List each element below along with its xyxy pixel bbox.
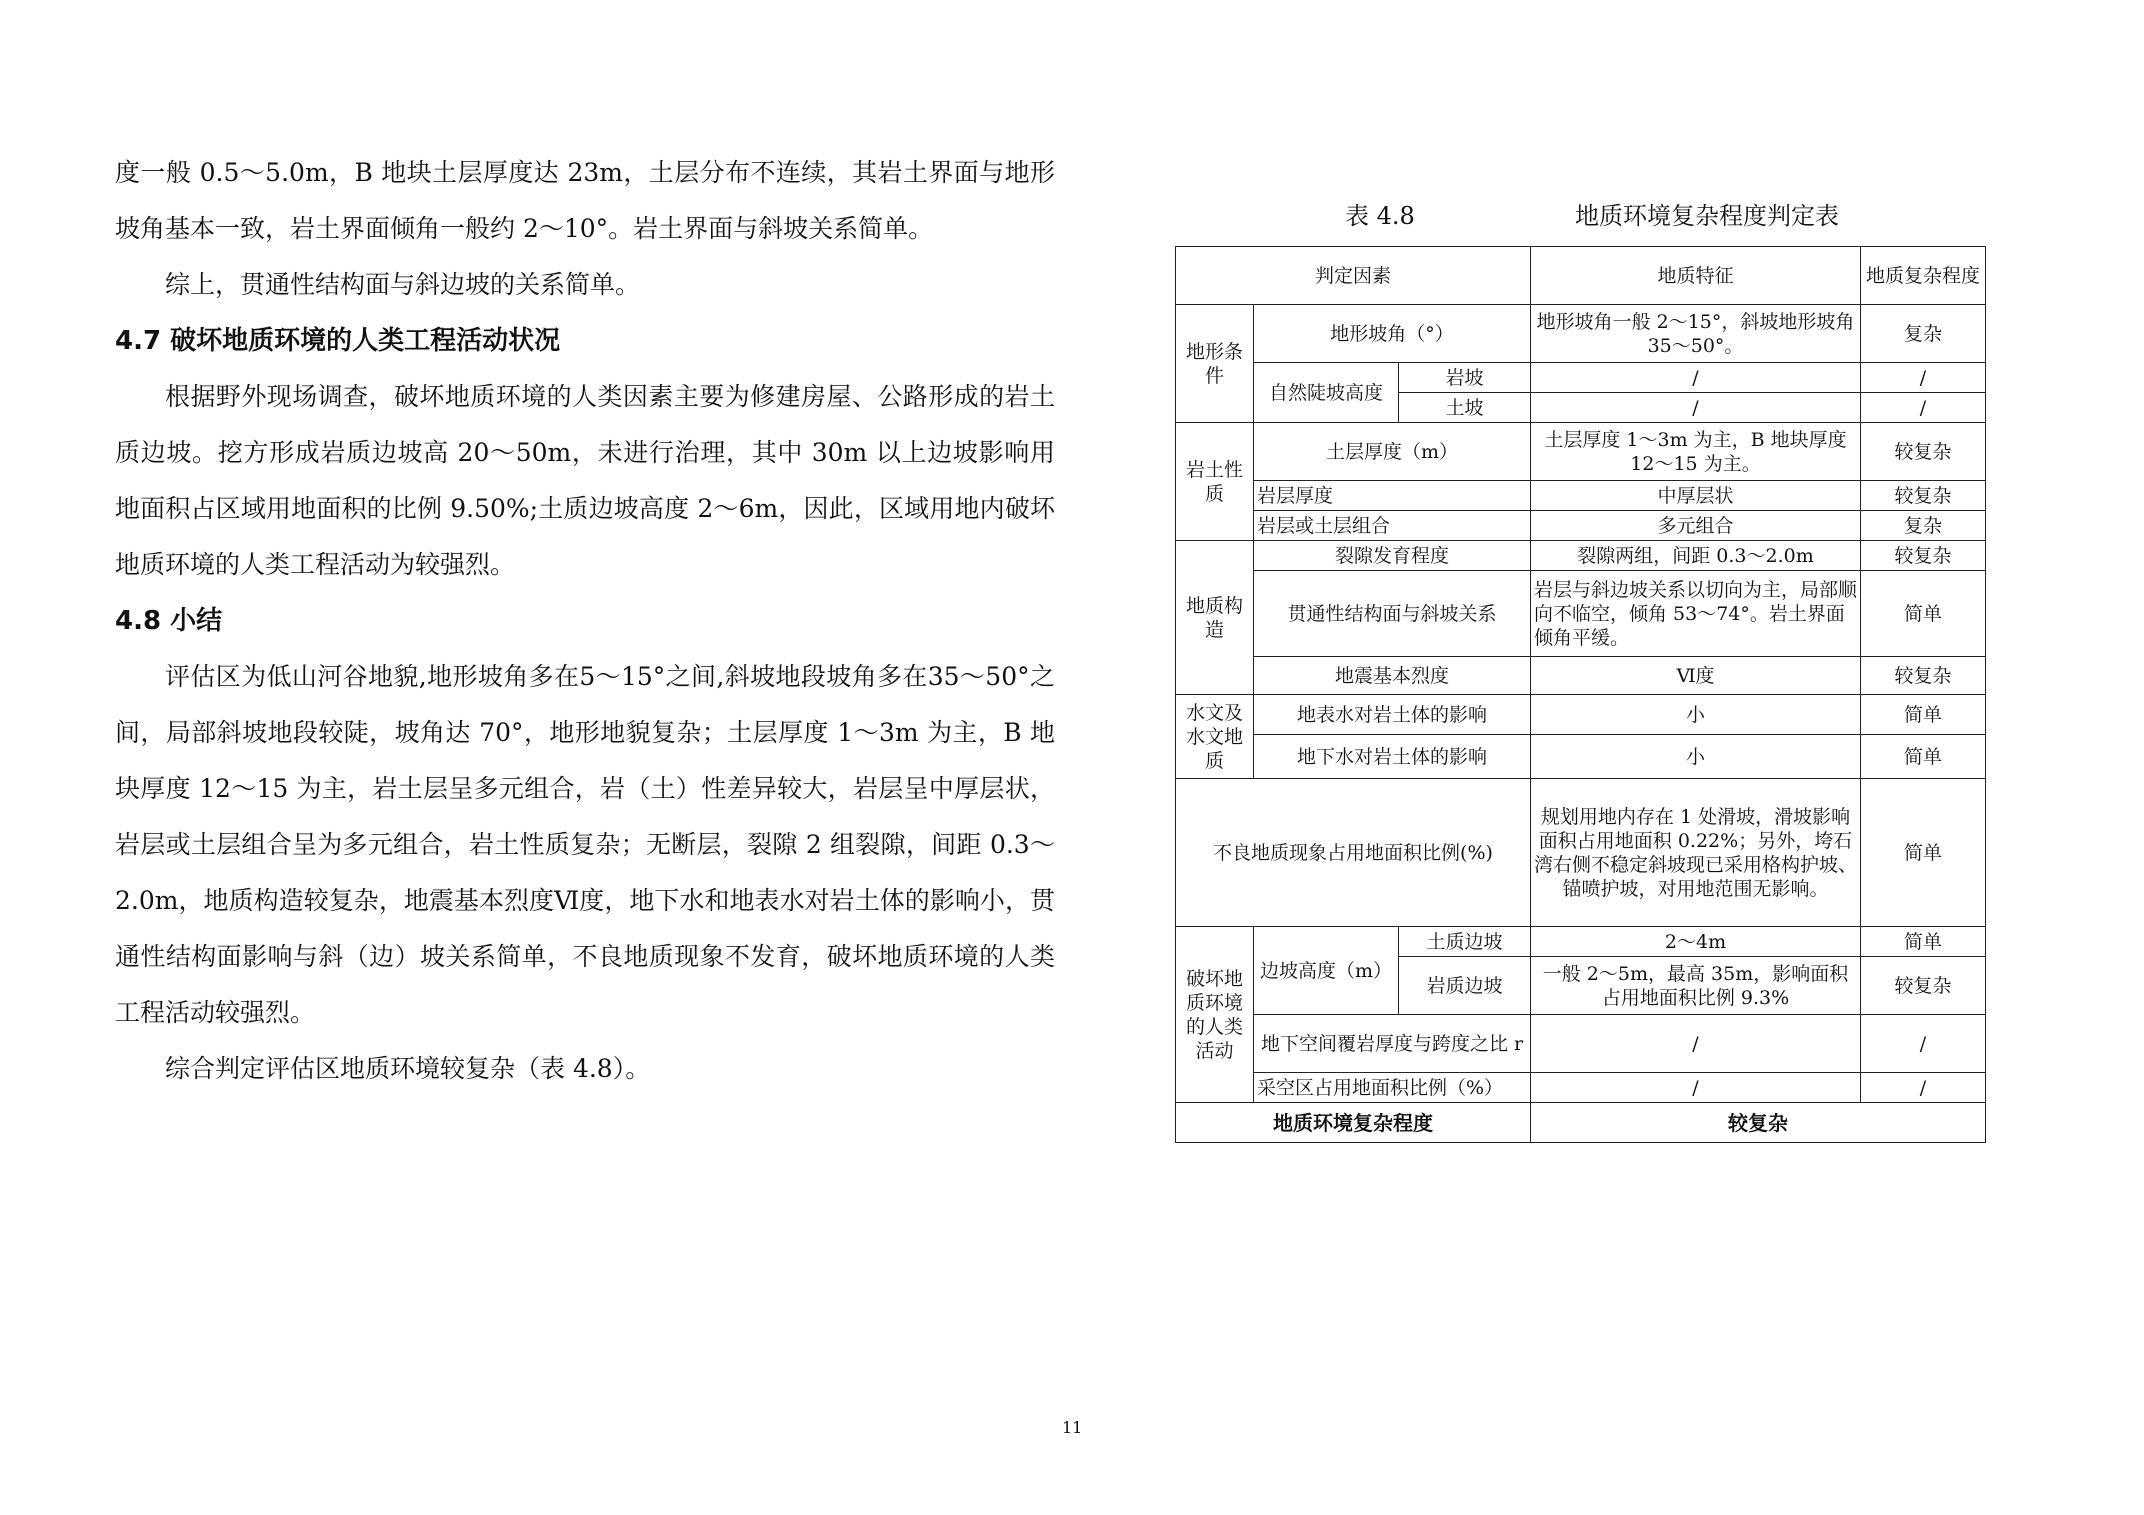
factor-cell: 土层厚度（m） (1254, 423, 1531, 481)
table-title: 地质环境复杂程度判定表 (1575, 202, 1839, 230)
page-number: 11 (1062, 1418, 1083, 1437)
level-cell: / (1861, 363, 1986, 393)
feature-cell: Ⅵ度 (1531, 657, 1861, 695)
feature-cell: 规划用地内存在 1 处滑坡，滑坡影响面积占用地面积 0.22%；另外，垮石湾右侧不稳定斜坡现已采用格构护坡、锚喷护坡，对用地范围无影响。 (1531, 779, 1861, 927)
table-row (1176, 363, 1986, 393)
level-cell: 简单 (1861, 927, 1986, 957)
factor-cell: 自然陡坡高度 (1254, 363, 1399, 423)
factor-cell: 不良地质现象占用地面积比例(%) (1176, 779, 1531, 927)
summary-value: 较复杂 (1531, 1103, 1986, 1143)
group-cell: 地形条件 (1176, 305, 1254, 423)
table-row (1176, 657, 1986, 695)
summary-label: 地质环境复杂程度 (1176, 1103, 1531, 1143)
subfactor-cell: 岩质边坡 (1399, 957, 1531, 1015)
table-row (1176, 1073, 1986, 1103)
level-cell: 简单 (1861, 779, 1986, 927)
table-row (1176, 511, 1986, 541)
feature-cell: / (1531, 393, 1861, 423)
factor-cell: 采空区占用地面积比例（%） (1254, 1073, 1531, 1103)
feature-cell: 中厚层状 (1531, 481, 1861, 511)
table-row (1176, 423, 1986, 481)
feature-cell: 2～4m (1531, 927, 1861, 957)
feature-cell: / (1531, 363, 1861, 393)
level-cell: 复杂 (1861, 511, 1986, 541)
table-row (1176, 571, 1986, 657)
section-heading: 4.7 破坏地质环境的人类工程活动状况 (115, 326, 561, 356)
level-cell: 简单 (1861, 735, 1986, 779)
level-cell: 较复杂 (1861, 423, 1986, 481)
complexity-table (1175, 246, 1986, 1143)
factor-cell: 地形坡角（°） (1254, 305, 1531, 363)
feature-cell: 岩层与斜边坡关系以切向为主，局部顺向不临空，倾角 53～74°。岩土界面倾角平缓。 (1531, 571, 1861, 657)
factor-cell: 岩层或土层组合 (1254, 511, 1531, 541)
factor-cell: 地震基本烈度 (1254, 657, 1531, 695)
factor-cell: 地下空间覆岩厚度与跨度之比 r (1254, 1015, 1531, 1073)
factor-cell: 地表水对岩土体的影响 (1254, 695, 1531, 735)
group-cell: 破坏地质环境的人类活动 (1176, 927, 1254, 1103)
header-cell: 判定因素 (1176, 247, 1531, 305)
factor-cell: 裂隙发育程度 (1254, 541, 1531, 571)
level-cell: 简单 (1861, 571, 1986, 657)
feature-cell: 地形坡角一般 2～15°，斜坡地形坡角 35～50°。 (1531, 305, 1861, 363)
table-header-row (1176, 247, 1986, 305)
feature-cell: / (1531, 1015, 1861, 1073)
feature-cell: 裂隙两组，间距 0.3～2.0m (1531, 541, 1861, 571)
level-cell: 简单 (1861, 695, 1986, 735)
group-cell: 地质构造 (1176, 541, 1254, 695)
subfactor-cell: 岩坡 (1399, 363, 1531, 393)
table-row (1176, 481, 1986, 511)
level-cell: 较复杂 (1861, 481, 1986, 511)
level-cell: 较复杂 (1861, 541, 1986, 571)
header-cell: 地质特征 (1531, 247, 1861, 305)
table-caption (1175, 198, 1985, 234)
table-number: 表 4.8 (1345, 202, 1415, 230)
paragraph: 评估区为低山河谷地貌,地形坡角多在5～15°之间,斜坡地段坡角多在35～50°之间，局部斜坡地段较陡，坡角达 70°，地形地貌复杂；土层厚度 1～3m 为主，B 地块厚度 12～15 为主，岩土层呈多元组合，岩（土）性差异较大，岩层呈中厚层状，岩层或土层组合呈为多元组合，岩土性质复杂；无断层，裂隙 2 组裂隙，间距 0.3～2.0m，地质构造较复杂，地震基本烈度Ⅵ度，地下水和地表水对岩土体的影响小，贯通性结构面影响与斜（边）坡关系简单，不良地质现象不发育，破坏地质环境的人类工程活动较强烈。 (115, 662, 1055, 1027)
table-row (1176, 927, 1986, 957)
paragraph: 度一般 0.5～5.0m，B 地块土层厚度达 23m，土层分布不连续，其岩土界面与地形坡角基本一致，岩土界面倾角一般约 2～10°。岩土界面与斜坡关系简单。 (115, 158, 1055, 243)
table-row (1176, 735, 1986, 779)
group-cell: 水文及水文地质 (1176, 695, 1254, 779)
factor-cell: 岩层厚度 (1254, 481, 1531, 511)
feature-cell: 多元组合 (1531, 511, 1861, 541)
level-cell: / (1861, 1073, 1986, 1103)
feature-cell: / (1531, 1073, 1861, 1103)
factor-cell: 贯通性结构面与斜坡关系 (1254, 571, 1531, 657)
table-row (1176, 541, 1986, 571)
factor-cell: 地下水对岩土体的影响 (1254, 735, 1531, 779)
level-cell: 较复杂 (1861, 957, 1986, 1015)
group-cell: 岩土性质 (1176, 423, 1254, 541)
table-summary-row (1176, 1103, 1986, 1143)
header-cell: 地质复杂程度 (1861, 247, 1986, 305)
feature-cell: 土层厚度 1～3m 为主，B 地块厚度 12～15 为主。 (1531, 423, 1861, 481)
body-text (115, 145, 1055, 1097)
subfactor-cell: 土质边坡 (1399, 927, 1531, 957)
section-heading: 4.8 小结 (115, 606, 223, 636)
level-cell: / (1861, 393, 1986, 423)
feature-cell: 小 (1531, 695, 1861, 735)
paragraph: 根据野外现场调查，破坏地质环境的人类因素主要为修建房屋、公路形成的岩土质边坡。挖方形成岩质边坡高 20～50m，未进行治理，其中 30m 以上边坡影响用地面积占区域用地面积的比例 9.50%;土质边坡高度 2～6m，因此，区域用地内破坏地质环境的人类工程活动为较强烈。 (115, 382, 1055, 579)
level-cell: 复杂 (1861, 305, 1986, 363)
table-row (1176, 695, 1986, 735)
table-row (1176, 1015, 1986, 1073)
table-row (1176, 779, 1986, 927)
level-cell: 较复杂 (1861, 657, 1986, 695)
table-row (1176, 305, 1986, 363)
paragraph: 综合判定评估区地质环境较复杂（表 4.8）。 (165, 1054, 651, 1083)
level-cell: / (1861, 1015, 1986, 1073)
factor-cell: 边坡高度（m） (1254, 927, 1399, 1015)
feature-cell: 小 (1531, 735, 1861, 779)
subfactor-cell: 土坡 (1399, 393, 1531, 423)
paragraph: 综上，贯通性结构面与斜边坡的关系简单。 (165, 270, 641, 299)
feature-cell: 一般 2～5m，最高 35m，影响面积占用地面积比例 9.3% (1531, 957, 1861, 1015)
